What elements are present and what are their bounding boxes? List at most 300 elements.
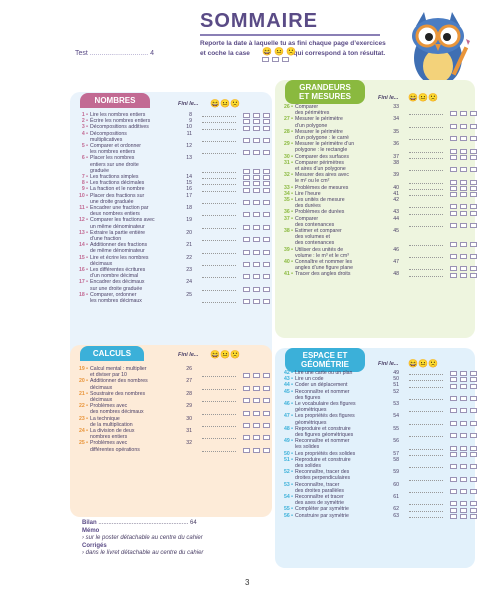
neutral-checkbox[interactable] — [460, 433, 467, 438]
date-line[interactable] — [409, 436, 443, 437]
date-line[interactable] — [409, 387, 443, 388]
neutral-checkbox[interactable] — [460, 111, 467, 116]
item-title: Mesurer le périmètre d’un polygone : le carré — [295, 128, 349, 142]
sad-checkbox[interactable] — [263, 435, 270, 440]
neutral-checkbox[interactable] — [253, 225, 260, 230]
date-line[interactable] — [409, 380, 443, 381]
date-line[interactable] — [409, 504, 443, 505]
happy-checkbox[interactable] — [450, 384, 457, 389]
neutral-checkbox[interactable] — [460, 192, 467, 197]
happy-checkbox[interactable] — [450, 377, 457, 382]
date-line[interactable] — [202, 228, 236, 229]
happy-checkbox[interactable] — [243, 188, 250, 193]
neutral-checkbox[interactable] — [460, 446, 467, 451]
date-line[interactable] — [202, 141, 236, 142]
sad-checkbox[interactable] — [263, 262, 270, 267]
item-title: Les fractions simples — [90, 174, 139, 181]
happy-checkbox[interactable] — [450, 489, 457, 494]
neutral-checkbox[interactable] — [253, 237, 260, 242]
happy-checkbox[interactable] — [450, 254, 457, 259]
happy-checkbox[interactable] — [450, 273, 457, 278]
happy-checkbox[interactable] — [450, 501, 457, 506]
date-line[interactable] — [409, 480, 443, 481]
item-page: 40 — [393, 184, 399, 191]
item-number: 36 • — [283, 209, 293, 216]
sad-checkbox[interactable] — [263, 138, 270, 143]
happy-checkbox[interactable] — [243, 138, 250, 143]
result-checkboxes — [450, 242, 477, 247]
neutral-checkbox[interactable] — [460, 266, 467, 271]
neutral-checkbox[interactable] — [460, 273, 467, 278]
result-checkboxes — [450, 377, 477, 382]
neutral-checkbox[interactable] — [460, 508, 467, 513]
sad-checkbox[interactable] — [470, 508, 477, 513]
sad-face-icon: 🙁 — [229, 99, 240, 108]
sad-checkbox[interactable] — [263, 287, 270, 292]
grandeurs-list — [279, 104, 399, 278]
date-line[interactable] — [409, 127, 443, 128]
toc-item — [279, 116, 399, 128]
item-title: Placer les nombres entiers sur une droite graduée — [90, 155, 139, 174]
happy-checkbox[interactable] — [450, 167, 457, 172]
happy-checkbox[interactable] — [450, 211, 457, 216]
page-title: SOMMAIRE — [200, 10, 318, 32]
neutral-checkbox[interactable] — [460, 377, 467, 382]
result-checkboxes — [243, 262, 270, 267]
neutral-checkbox[interactable] — [253, 188, 260, 193]
neutral-checkbox[interactable] — [253, 150, 260, 155]
result-checkboxes — [450, 211, 477, 216]
date-line[interactable] — [409, 269, 443, 270]
date-line[interactable] — [202, 451, 236, 452]
date-line[interactable] — [409, 189, 443, 190]
sad-checkbox[interactable] — [470, 514, 477, 519]
date-line[interactable] — [202, 153, 236, 154]
toc-item — [74, 378, 192, 390]
date-line[interactable] — [409, 276, 443, 277]
item-number: 48 • — [283, 425, 293, 432]
item-title: Construire par symétrie — [295, 512, 349, 519]
date-line[interactable] — [202, 122, 236, 123]
date-line[interactable] — [202, 426, 236, 427]
happy-checkbox[interactable] — [243, 299, 250, 304]
date-line[interactable] — [409, 424, 443, 425]
neutral-checkbox[interactable] — [253, 386, 260, 391]
neutral-checkbox[interactable] — [460, 186, 467, 191]
sad-checkbox[interactable] — [470, 242, 477, 247]
sad-checkbox[interactable] — [470, 223, 477, 228]
sad-checkbox[interactable] — [263, 398, 270, 403]
item-page: 15 — [186, 180, 192, 187]
neutral-checkbox[interactable] — [460, 408, 467, 413]
item-number: 55 • — [283, 506, 293, 513]
neutral-checkbox[interactable] — [460, 396, 467, 401]
date-line[interactable] — [409, 226, 443, 227]
happy-checkbox[interactable] — [450, 446, 457, 451]
sad-checkbox[interactable] — [470, 266, 477, 271]
item-number: 19 • — [78, 366, 88, 372]
item-number: 25 • — [78, 440, 88, 447]
item-number: 38 • — [283, 228, 293, 235]
sad-checkbox[interactable] — [470, 149, 477, 154]
item-title: Lire les nombres entiers — [90, 112, 146, 118]
item-number: 44 • — [283, 382, 293, 389]
happy-checkbox[interactable] — [450, 186, 457, 191]
happy-checkbox[interactable] — [450, 136, 457, 141]
happy-checkbox[interactable] — [450, 508, 457, 513]
sad-checkbox[interactable] — [470, 501, 477, 506]
result-checkboxes — [450, 204, 477, 209]
toc-item — [74, 279, 192, 291]
neutral-checkbox[interactable] — [253, 200, 260, 205]
happy-checkbox[interactable] — [243, 225, 250, 230]
happy-checkbox[interactable] — [243, 169, 250, 174]
happy-checkbox[interactable] — [450, 111, 457, 116]
sad-checkbox[interactable] — [470, 489, 477, 494]
happy-checkbox[interactable] — [243, 250, 250, 255]
toc-item — [74, 267, 192, 279]
item-number: 7 • — [81, 174, 88, 181]
happy-checkbox[interactable] — [450, 155, 457, 160]
happy-checkbox[interactable] — [243, 435, 250, 440]
date-line[interactable] — [409, 374, 443, 375]
happy-checkbox[interactable] — [243, 423, 250, 428]
date-line[interactable] — [409, 214, 443, 215]
date-line[interactable] — [409, 517, 443, 518]
item-number: 2 • — [81, 118, 88, 125]
happy-checkbox[interactable] — [243, 113, 250, 118]
date-line[interactable] — [202, 302, 236, 303]
happy-checkbox[interactable] — [450, 192, 457, 197]
happy-checkbox[interactable] — [243, 411, 250, 416]
date-line[interactable] — [202, 116, 236, 117]
sad-checkbox[interactable] — [263, 113, 270, 118]
date-line[interactable] — [202, 172, 236, 173]
item-title: Reconnaître et nommer les solides — [295, 438, 350, 451]
neutral-checkbox[interactable] — [253, 373, 260, 378]
neutral-checkbox[interactable] — [253, 411, 260, 416]
happy-checkbox[interactable] — [450, 204, 457, 209]
neutral-checkbox[interactable] — [460, 155, 467, 160]
neutral-face-icon: 😐 — [219, 99, 230, 108]
date-line[interactable] — [202, 184, 236, 185]
sad-checkbox[interactable] — [470, 186, 477, 191]
date-line[interactable] — [202, 253, 236, 254]
item-page: 29 — [186, 403, 192, 410]
date-line[interactable] — [409, 183, 443, 184]
happy-checkbox[interactable] — [243, 386, 250, 391]
neutral-checkbox[interactable] — [460, 211, 467, 216]
date-line[interactable] — [202, 401, 236, 402]
item-number: 32 • — [283, 172, 293, 179]
neutral-checkbox[interactable] — [253, 398, 260, 403]
sad-checkbox[interactable] — [470, 167, 477, 172]
neutral-checkbox[interactable] — [460, 180, 467, 185]
legend-box — [262, 57, 269, 62]
sad-checkbox[interactable] — [263, 225, 270, 230]
toc-item — [279, 141, 399, 153]
result-checkboxes — [450, 223, 477, 228]
neutral-checkbox[interactable] — [253, 113, 260, 118]
happy-checkbox[interactable] — [450, 452, 457, 457]
item-title: Les différentes écritures d’un nombre décimal — [90, 267, 146, 280]
neutral-checkbox[interactable] — [460, 223, 467, 228]
intro-line-2: et coche la case — [200, 49, 250, 57]
item-title: Décompositions additives — [90, 124, 149, 131]
neutral-checkbox[interactable] — [460, 242, 467, 247]
happy-checkbox[interactable] — [450, 180, 457, 185]
neutral-checkbox[interactable] — [460, 167, 467, 172]
date-line[interactable] — [409, 207, 443, 208]
item-page: 63 — [393, 512, 399, 519]
neutral-checkbox[interactable] — [253, 435, 260, 440]
neutral-checkbox[interactable] — [460, 514, 467, 519]
item-page: 28 — [186, 390, 192, 397]
toc-item — [279, 228, 399, 247]
sad-checkbox[interactable] — [263, 212, 270, 217]
date-line[interactable] — [409, 411, 443, 412]
date-line[interactable] — [409, 170, 443, 171]
neutral-checkbox[interactable] — [460, 489, 467, 494]
sad-checkbox[interactable] — [470, 155, 477, 160]
happy-checkbox[interactable] — [243, 262, 250, 267]
sad-checkbox[interactable] — [263, 188, 270, 193]
date-line[interactable] — [409, 152, 443, 153]
item-title: Comparer des contenances — [295, 215, 335, 228]
happy-checkbox[interactable] — [450, 433, 457, 438]
result-checkboxes — [450, 180, 477, 185]
sad-checkbox[interactable] — [470, 192, 477, 197]
toc-item — [279, 513, 399, 519]
result-checkboxes — [243, 113, 270, 118]
happy-checkbox[interactable] — [450, 514, 457, 519]
sad-checkbox[interactable] — [470, 477, 477, 482]
sad-checkbox[interactable] — [470, 204, 477, 209]
result-checkboxes — [450, 489, 477, 494]
date-line[interactable] — [409, 455, 443, 456]
date-line[interactable] — [202, 389, 236, 390]
result-checkboxes — [243, 212, 270, 217]
sad-checkbox[interactable] — [263, 169, 270, 174]
neutral-checkbox[interactable] — [460, 464, 467, 469]
neutral-checkbox[interactable] — [460, 384, 467, 389]
happy-checkbox[interactable] — [450, 223, 457, 228]
sad-checkbox[interactable] — [470, 433, 477, 438]
neutral-checkbox[interactable] — [253, 212, 260, 217]
toc-item — [279, 172, 399, 184]
item-page: 33 — [393, 104, 399, 110]
legend-box — [272, 57, 279, 62]
result-checkboxes — [243, 138, 270, 143]
neutral-checkbox[interactable] — [253, 138, 260, 143]
date-line[interactable] — [409, 158, 443, 159]
toc-item — [74, 193, 192, 205]
neutral-checkbox[interactable] — [460, 254, 467, 259]
neutral-face-icon: 😐 — [274, 47, 285, 56]
sad-checkbox[interactable] — [470, 124, 477, 129]
sad-checkbox[interactable] — [263, 175, 270, 180]
sad-checkbox[interactable] — [263, 299, 270, 304]
date-line[interactable] — [202, 203, 236, 204]
sad-checkbox[interactable] — [263, 200, 270, 205]
happy-checkbox[interactable] — [450, 421, 457, 426]
date-line[interactable] — [202, 215, 236, 216]
item-page: 41 — [393, 190, 399, 197]
neutral-checkbox[interactable] — [460, 124, 467, 129]
date-line[interactable] — [409, 492, 443, 493]
sad-checkbox[interactable] — [470, 377, 477, 382]
sad-checkbox[interactable] — [263, 448, 270, 453]
neutral-checkbox[interactable] — [460, 149, 467, 154]
date-line[interactable] — [202, 265, 236, 266]
item-page: 14 — [186, 174, 192, 181]
section-title-nombres: NOMBRES — [80, 93, 150, 108]
sad-checkbox[interactable] — [470, 384, 477, 389]
neutral-checkbox[interactable] — [253, 119, 260, 124]
happy-checkbox[interactable] — [450, 242, 457, 247]
date-line[interactable] — [202, 438, 236, 439]
happy-checkbox[interactable] — [243, 274, 250, 279]
sad-checkbox[interactable] — [470, 408, 477, 413]
happy-checkbox[interactable] — [243, 212, 250, 217]
neutral-checkbox[interactable] — [253, 250, 260, 255]
happy-checkbox[interactable] — [450, 408, 457, 413]
neutral-checkbox[interactable] — [460, 204, 467, 209]
toc-item — [279, 104, 399, 116]
neutral-checkbox[interactable] — [253, 169, 260, 174]
sad-checkbox[interactable] — [263, 423, 270, 428]
happy-checkbox[interactable] — [450, 124, 457, 129]
neutral-checkbox[interactable] — [460, 501, 467, 506]
date-line[interactable] — [409, 511, 443, 512]
sad-checkbox[interactable] — [470, 464, 477, 469]
sad-checkbox[interactable] — [470, 136, 477, 141]
date-line[interactable] — [202, 290, 236, 291]
sad-checkbox[interactable] — [263, 373, 270, 378]
date-line[interactable] — [409, 449, 443, 450]
item-title: Reproduire et construire des figures géométriques — [295, 425, 354, 439]
happy-checkbox[interactable] — [450, 266, 457, 271]
sad-checkbox[interactable] — [263, 386, 270, 391]
memo-text: › sur le poster détachable au centre du cahier — [82, 535, 203, 541]
section-title-calculs: CALCULS — [80, 346, 144, 361]
happy-checkbox[interactable] — [243, 237, 250, 242]
neutral-checkbox[interactable] — [253, 448, 260, 453]
date-line[interactable] — [409, 257, 443, 258]
sad-checkbox[interactable] — [263, 119, 270, 124]
sad-checkbox[interactable] — [470, 273, 477, 278]
sad-checkbox[interactable] — [470, 111, 477, 116]
sad-checkbox[interactable] — [470, 211, 477, 216]
happy-checkbox[interactable] — [450, 371, 457, 376]
sad-checkbox[interactable] — [263, 237, 270, 242]
item-page: 23 — [186, 267, 192, 274]
neutral-checkbox[interactable] — [253, 175, 260, 180]
sad-checkbox[interactable] — [263, 411, 270, 416]
item-title: Reconnaître, tracer des droites parallèles — [295, 481, 345, 494]
happy-checkbox[interactable] — [243, 175, 250, 180]
date-line[interactable] — [202, 178, 236, 179]
toc-item — [279, 271, 399, 277]
happy-checkbox[interactable] — [450, 149, 457, 154]
happy-checkbox[interactable] — [450, 477, 457, 482]
sad-checkbox[interactable] — [470, 371, 477, 376]
happy-checkbox[interactable] — [450, 396, 457, 401]
happy-checkbox[interactable] — [243, 181, 250, 186]
date-line[interactable] — [409, 114, 443, 115]
date-line[interactable] — [202, 240, 236, 241]
item-title: Connaître et nommer les angles d’une figure plane — [295, 259, 353, 272]
sad-checkbox[interactable] — [470, 180, 477, 185]
neutral-checkbox[interactable] — [253, 126, 260, 131]
sad-checkbox[interactable] — [263, 274, 270, 279]
result-checkboxes — [450, 155, 477, 160]
page-number: 3 — [245, 578, 250, 587]
date-line[interactable] — [202, 414, 236, 415]
happy-checkbox[interactable] — [243, 126, 250, 131]
happy-checkbox[interactable] — [243, 287, 250, 292]
date-line[interactable] — [202, 191, 236, 192]
neutral-checkbox[interactable] — [253, 299, 260, 304]
toc-item — [279, 494, 399, 506]
sad-checkbox[interactable] — [263, 181, 270, 186]
happy-checkbox[interactable] — [450, 464, 457, 469]
neutral-checkbox[interactable] — [253, 181, 260, 186]
item-title: Lire une carte ou un plan — [295, 370, 353, 376]
neutral-checkbox[interactable] — [460, 452, 467, 457]
result-checkboxes — [450, 501, 477, 506]
neutral-checkbox[interactable] — [460, 421, 467, 426]
sad-checkbox[interactable] — [263, 150, 270, 155]
sad-checkbox[interactable] — [470, 254, 477, 259]
date-line[interactable] — [202, 277, 236, 278]
sad-checkbox[interactable] — [470, 452, 477, 457]
sad-checkbox[interactable] — [470, 421, 477, 426]
date-line[interactable] — [202, 376, 236, 377]
date-line[interactable] — [409, 245, 443, 246]
sad-checkbox[interactable] — [263, 250, 270, 255]
sad-checkbox[interactable] — [470, 446, 477, 451]
sad-checkbox[interactable] — [470, 396, 477, 401]
neutral-checkbox[interactable] — [253, 262, 260, 267]
item-title: Mesurer des aires avec le m² ou le cm² — [295, 172, 349, 185]
date-line[interactable] — [409, 139, 443, 140]
happy-checkbox[interactable] — [243, 398, 250, 403]
toc-item — [279, 457, 399, 469]
happy-checkbox[interactable] — [243, 150, 250, 155]
neutral-checkbox[interactable] — [460, 371, 467, 376]
item-number: 50 • — [283, 450, 293, 457]
happy-checkbox[interactable] — [243, 373, 250, 378]
date-line[interactable] — [202, 129, 236, 130]
date-line[interactable] — [409, 195, 443, 196]
item-title: Reconnaître et tracer des axes de symétrie — [295, 494, 345, 507]
neutral-checkbox[interactable] — [460, 477, 467, 482]
happy-checkbox[interactable] — [243, 200, 250, 205]
neutral-checkbox[interactable] — [460, 136, 467, 141]
sad-checkbox[interactable] — [263, 126, 270, 131]
item-page: 44 — [393, 215, 399, 222]
happy-checkbox[interactable] — [243, 119, 250, 124]
neutral-checkbox[interactable] — [253, 287, 260, 292]
neutral-checkbox[interactable] — [253, 423, 260, 428]
item-title: Comparer, ordonner les nombres décimaux — [90, 291, 142, 305]
date-line[interactable] — [409, 399, 443, 400]
sad-face-icon: 🙁 — [427, 359, 438, 368]
date-line[interactable] — [409, 467, 443, 468]
happy-checkbox[interactable] — [243, 448, 250, 453]
neutral-checkbox[interactable] — [253, 274, 260, 279]
